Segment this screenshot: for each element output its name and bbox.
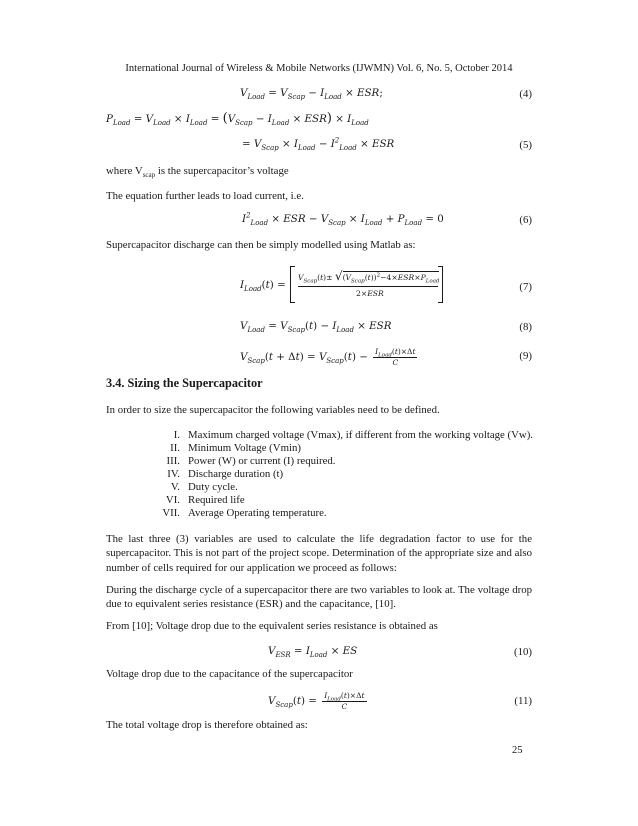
equation-5-line-1: $P_{Load} = V_{Load} \times I_{Load} = (V_{Scap} - I_{Load} \times ESR) \times I_{Load}$ xyxy=(106,111,369,128)
list-item xyxy=(170,481,238,493)
list-item-text: Power (W) or current (I) required. xyxy=(188,455,336,467)
list-item-text: Average Operating temperature. xyxy=(188,507,327,519)
esr-drop-intro: From [10]; Voltage drop due to the equivalent series resistance is obtained as xyxy=(106,620,438,632)
vscap-definition: where $V_{scap}$ is the supercapacitor’s voltage xyxy=(106,165,289,180)
list-item xyxy=(173,429,533,441)
equation-7-fraction-bar xyxy=(298,286,438,287)
equation-number-5: (5) xyxy=(519,139,532,151)
equation-number-6: (6) xyxy=(519,214,532,226)
list-numeral: II. xyxy=(170,442,180,454)
load-current-intro: The equation further leads to load current, i.e. xyxy=(106,190,304,202)
list-numeral: VI. xyxy=(165,494,180,506)
equation-8: $V_{Load} = V_{Scap}(t) - I_{Load}$ × ESR xyxy=(240,320,392,335)
variables-intro: In order to size the supercapacitor the following variables need to be defined. xyxy=(106,404,440,416)
equation-7-denominator: 2×ESR xyxy=(356,289,384,298)
list-numeral: V. xyxy=(170,481,180,493)
list-item xyxy=(170,442,301,454)
list-numeral: III. xyxy=(166,455,180,467)
list-numeral: VII. xyxy=(162,507,180,519)
equation-7-numerator: $V_{Scap}(t)\pm √(V_{Scap}(t))^2-4\times ESR\times P_{Load}$ xyxy=(298,269,440,285)
life-paragraph: The last three (3) variables are used to calculate the life degradation factor to use for the supercapacitor. This is not part of the project scope. Determination of the appropriate size and also number of cells required for our application we proceed as follows: xyxy=(106,533,532,574)
equation-6: $I^2_{Load}$ × ESR − $V_{Scap} \times I_{Load} + P_{Load} = 0$ xyxy=(242,211,444,228)
list-numeral: IV. xyxy=(167,468,180,480)
list-item-text: Minimum Voltage (Vmin) xyxy=(188,442,301,454)
equation-10: $V_{ESR} = I_{Load}$ × ES xyxy=(268,645,358,660)
equation-number-7: (7) xyxy=(519,281,532,293)
journal-header: International Journal of Wireless & Mobile Networks (IJWMN) Vol. 6, No. 5, October 2014 xyxy=(125,63,513,74)
equation-9: $V_{Scap}(t + \Delta t) = V_{Scap}(t)$ − $\frac{I_{Load}(t)\times\Delta t}{C}$ xyxy=(240,347,416,367)
equation-11: $V_{Scap}(t)$ = $\frac{I_{Load}(t)\times\Delta t}{C}$ xyxy=(268,691,365,711)
equation-number-10: (10) xyxy=(514,646,532,658)
page-number: 25 xyxy=(512,745,523,756)
list-item xyxy=(165,494,245,506)
equation-7: $I_{Load}(t)$ = xyxy=(240,279,286,294)
equation-number-4: (4) xyxy=(519,88,532,100)
list-item-text: Required life xyxy=(188,494,245,506)
equation-number-8: (8) xyxy=(519,321,532,333)
list-item xyxy=(166,455,336,467)
section-heading: 3.4. Sizing the Supercapacitor xyxy=(106,376,263,390)
equation-number-9: (9) xyxy=(519,350,532,362)
equation-7-left-bracket xyxy=(290,266,295,303)
list-item xyxy=(162,507,327,519)
equation-7-right-bracket xyxy=(438,266,443,303)
equation-4: $V_{Load} = V_{Scap} - I_{Load}$ × ESR; xyxy=(240,87,383,102)
equation-number-11: (11) xyxy=(514,695,532,707)
total-drop-intro: The total voltage drop is therefore obtained as: xyxy=(106,719,308,731)
discharge-paragraph: During the discharge cycle of a supercapacitor there are two variables to look at. The voltage drop due to equivalent series resistance (ESR) and the capacitance, [10]. xyxy=(106,584,532,611)
list-item-text: Discharge duration (t) xyxy=(188,468,284,480)
matlab-intro: Supercapacitor discharge can then be simply modelled using Matlab as: xyxy=(106,239,416,251)
list-numeral: I. xyxy=(173,429,180,441)
equation-5-line-2: = $V_{Scap} \times I_{Load} - I^2_{Load}$ × ESR xyxy=(242,136,395,153)
list-item xyxy=(167,468,284,480)
list-item-text: Maximum charged voltage (Vmax), if different from the working voltage (Vw). xyxy=(188,429,533,441)
list-item-text: Duty cycle. xyxy=(188,481,238,493)
capacitance-drop-intro: Voltage drop due to the capacitance of the supercapacitor xyxy=(106,668,353,680)
